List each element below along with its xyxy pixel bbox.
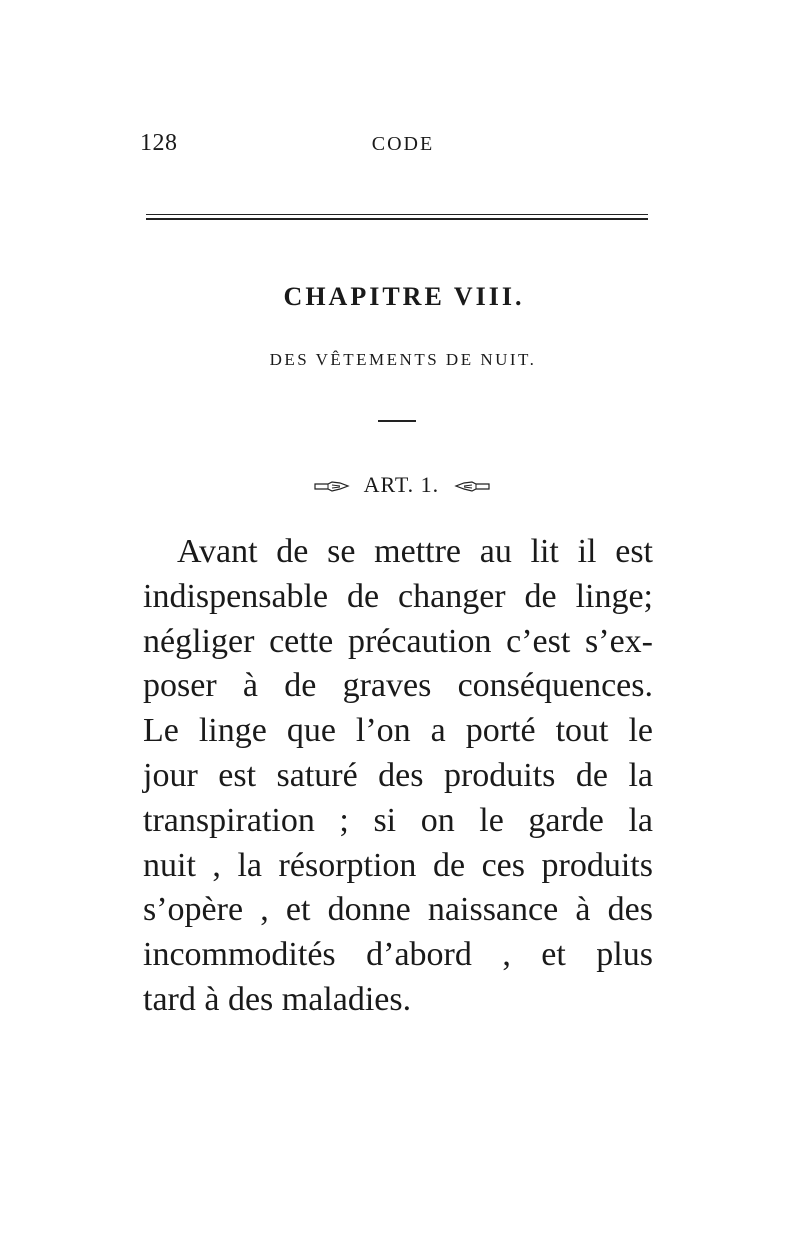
header-rule xyxy=(146,214,648,220)
body-line: s’opère , et donne naissance à des xyxy=(143,891,653,929)
article-body xyxy=(143,530,653,1023)
section-divider xyxy=(378,420,416,422)
body-line: Le linge que l’on a porté tout le xyxy=(143,712,653,750)
body-line: incommodités d’abord , et plus xyxy=(143,936,653,974)
article-label: ART. 1. xyxy=(363,472,440,497)
body-line: poser à de graves conséquences. xyxy=(143,667,653,705)
body-line: indispensable de changer de linge; xyxy=(143,577,653,615)
page-number: 128 xyxy=(140,130,178,156)
body-line: Avant de se mettre au lit il est xyxy=(177,533,653,570)
body-line: jour est saturé des produits de la xyxy=(143,756,653,794)
running-title: CODE xyxy=(371,133,435,155)
body-line: négliger cette précaution c’est s’ex- xyxy=(143,622,653,660)
body-line: nuit , la résorption de ces produits xyxy=(143,846,653,884)
body-line: transpiration ; si on le garde la xyxy=(143,801,653,839)
body-line: tard à des maladies. xyxy=(143,980,412,1018)
chapter-title: CHAPITRE VIII. xyxy=(283,282,525,311)
manicule-left-icon xyxy=(454,480,490,494)
chapter-subtitle: DES VÊTEMENTS DE NUIT. xyxy=(269,350,537,369)
article-heading xyxy=(0,472,800,498)
manicule-right-icon xyxy=(314,480,350,494)
